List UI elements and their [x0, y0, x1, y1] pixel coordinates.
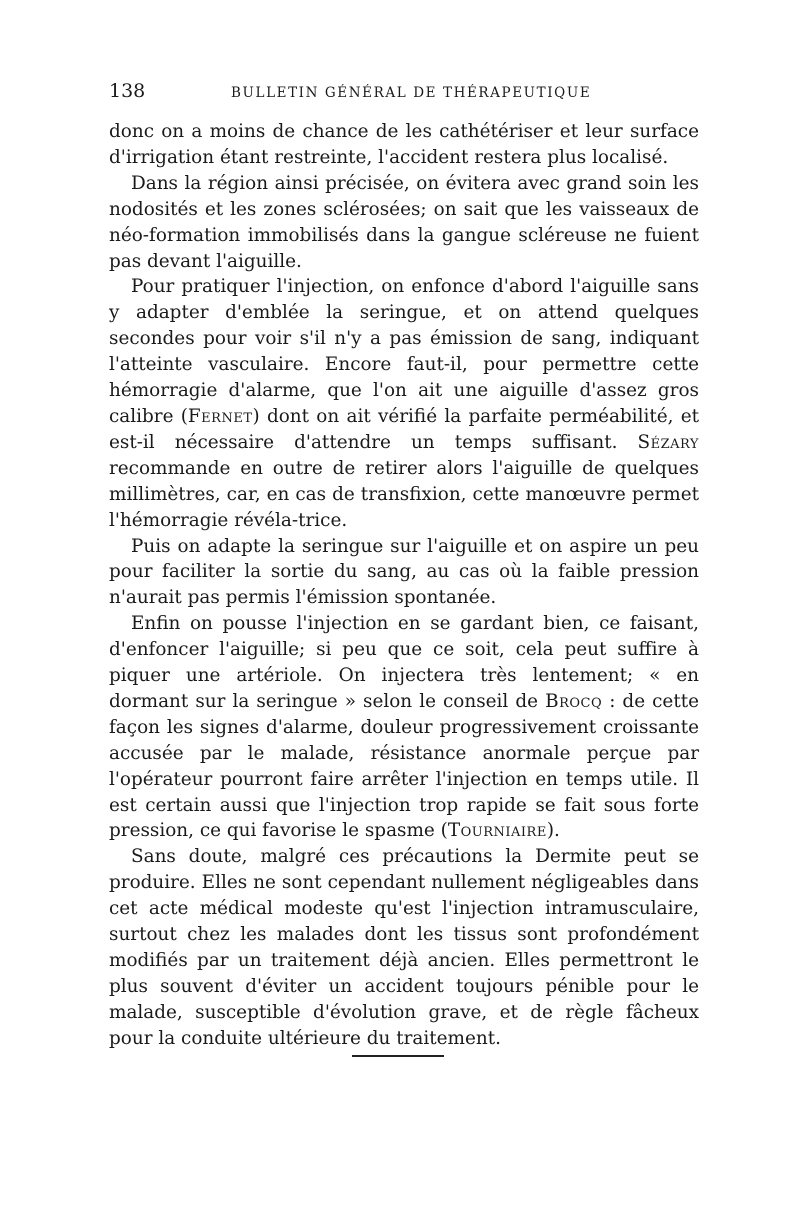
author-name-tourniaire: Tourniaire	[447, 820, 547, 842]
paragraph-5-text-a: Enfin on pousse l'injection en se gardant bien, ce faisant, d'enfoncer l'aiguille; si peu que ce soit, cela peut suffire à piquer une artériole. On injectera très lentement; « en dormant sur la seringue » selon le conseil de	[109, 613, 699, 712]
body-text	[109, 119, 699, 1052]
paragraph-3-text-a: Pour pratiquer l'injection, on enfonce d'abord l'aiguille sans y adapter d'emblée la seringue, et on attend quelques secondes pour voir s'il n'y a pas émission de sang, indiquant l'atteinte vasculaire. Encore faut-il, pour permettre cette hémorragie d'alarme, que l'on ait une aiguille d'assez gros calibre (	[109, 276, 699, 427]
page-number: 138	[109, 80, 146, 102]
paragraph-6: Sans doute, malgré ces précautions la Dermite peut se produire. Elles ne sont cependant nullement négligeables dans cet acte médical modeste qu'est l'injection intramusculaire, surtout chez les malades dont les tissus sont profondément modifiés par un traitement déjà ancien. Elles permettront le plus souvent d'éviter un accident toujours pénible pour le malade, susceptible d'évolution grave, et de règle fâcheux pour la conduite ultérieure du traitement.	[109, 846, 699, 1049]
paragraph-3	[109, 274, 699, 533]
section-end-rule	[352, 1055, 444, 1057]
paragraph-1: donc on a moins de chance de les cathétériser et leur surface d'irrigation étant restreinte, l'accident restera plus localisé.	[109, 121, 699, 168]
author-name-brocq: Brocq	[545, 690, 603, 712]
paragraph-5-text-b: : de cette façon les signes d'alarme, douleur progressivement croissante accusée par le malade, résistance anormale perçue par l'opérateur pourront faire arrêter l'injection en temps utile. Il est certain aussi que l'injection trop rapide se fait sous forte pression, ce qui favorise le spasme (	[109, 690, 699, 842]
paragraph-5	[109, 611, 699, 844]
author-name-sezary: Sézary	[637, 431, 699, 453]
paragraph-5-text-c: ).	[546, 820, 560, 842]
paragraph-3-text-c: recommande en outre de retirer alors l'aiguille de quelques millimètres, car, en cas de transfixion, cette manœuvre permet l'hémorragie révéla-trice.	[109, 457, 699, 531]
author-name-fernet: Fernet	[187, 405, 253, 427]
paragraph-2: Dans la région ainsi précisée, on évitera avec grand soin les nodosités et les zones sclérosées; on sait que les vaisseaux de néo-formation immobilisés dans la gangue scléreuse ne fuient pas devant l'aiguille.	[109, 172, 699, 272]
running-title: BULLETIN GÉNÉRAL DE THÉRAPEUTIQUE	[231, 85, 592, 101]
paragraph-4: Puis on adapte la seringue sur l'aiguille et on aspire un peu pour faciliter la sortie du sang, au cas où la faible pression n'aurait pas permis l'émission spontanée.	[109, 535, 699, 609]
paragraph-3-text-b: ) dont on ait vérifié la parfaite perméabilité, et est-il nécessaire d'attendre un temps suffisant.	[109, 405, 699, 453]
running-head	[109, 78, 699, 104]
